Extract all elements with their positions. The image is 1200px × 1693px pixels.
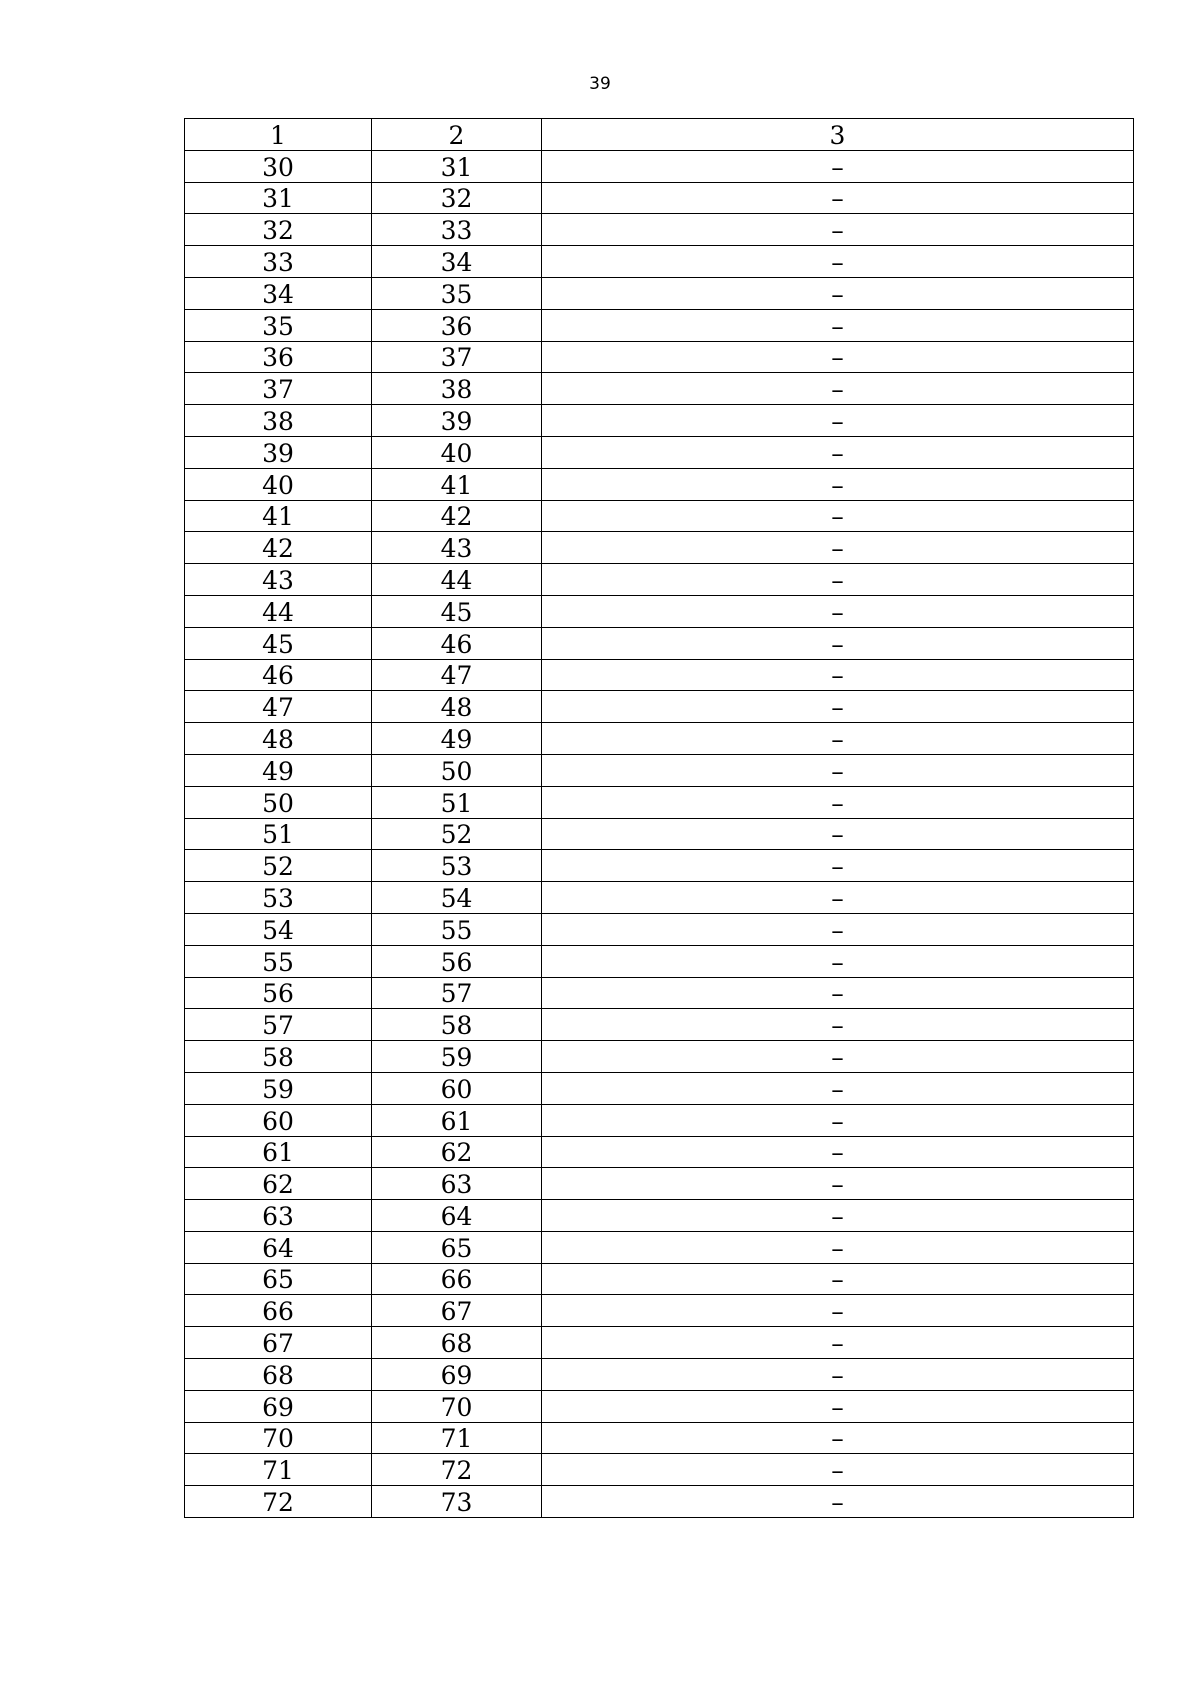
table-cell-col1: 55 [185,945,372,977]
table-cell-col2: 40 [372,436,542,468]
table-cell-col1: 48 [185,723,372,755]
table-cell-col2: 52 [372,818,542,850]
table-cell-col3: – [542,277,1134,309]
table-cell-col1: 40 [185,468,372,500]
table-cell-col1: 51 [185,818,372,850]
table-cell-col2: 63 [372,1168,542,1200]
table-row [185,150,1134,182]
table-cell-col2: 47 [372,659,542,691]
table-cell-col3: – [542,436,1134,468]
table-row [185,691,1134,723]
table-cell-col3: – [542,627,1134,659]
table-row [185,309,1134,341]
table-row [185,1422,1134,1454]
table-cell-col1: 44 [185,595,372,627]
table-row [185,1041,1134,1073]
table-cell-col3: – [542,532,1134,564]
table-cell-col2: 41 [372,468,542,500]
table-cell-col2: 36 [372,309,542,341]
table-row [185,882,1134,914]
table-cell-col1: 54 [185,913,372,945]
table-row [185,1486,1134,1518]
table-row [185,1200,1134,1232]
table-cell-col3: – [542,691,1134,723]
table-cell-col2: 45 [372,595,542,627]
table-cell-col3: – [542,1104,1134,1136]
table-cell-col1: 57 [185,1009,372,1041]
table-cell-col2: 72 [372,1454,542,1486]
table-cell-col1: 56 [185,977,372,1009]
table-row [185,405,1134,437]
table-cell-col3: – [542,786,1134,818]
table-cell-col2: 50 [372,754,542,786]
table-cell-col1: 58 [185,1041,372,1073]
table-cell-col3: – [542,723,1134,755]
table-cell-col3: – [542,373,1134,405]
table-cell-col2: 71 [372,1422,542,1454]
table-row [185,850,1134,882]
table-row [185,754,1134,786]
table-cell-col1: 49 [185,754,372,786]
table-row [185,818,1134,850]
table-cell-col2: 68 [372,1327,542,1359]
table-cell-col1: 60 [185,1104,372,1136]
table-row [185,182,1134,214]
table-cell-col1: 70 [185,1422,372,1454]
table-row [185,277,1134,309]
table-row [185,500,1134,532]
table-cell-col1: 62 [185,1168,372,1200]
table-row [185,532,1134,564]
table-row [185,214,1134,246]
table-cell-col1: 37 [185,373,372,405]
table-row [185,1168,1134,1200]
table-cell-col3: – [542,1041,1134,1073]
table-cell-col1: 41 [185,500,372,532]
table-cell-col2: 38 [372,373,542,405]
table-row [185,723,1134,755]
table-cell-col2: 56 [372,945,542,977]
table-cell-col2: 49 [372,723,542,755]
table-cell-col1: 39 [185,436,372,468]
table-cell-col2: 59 [372,1041,542,1073]
table-cell-col1: 43 [185,564,372,596]
table-cell-col3: – [542,150,1134,182]
table-cell-col3: – [542,1168,1134,1200]
table-cell-col3: – [542,977,1134,1009]
table-cell-col1: 36 [185,341,372,373]
table-row [185,1295,1134,1327]
table-cell-col3: – [542,1390,1134,1422]
table-cell-col1: 66 [185,1295,372,1327]
table-row [185,595,1134,627]
table-cell-col2: 66 [372,1263,542,1295]
table-row [185,627,1134,659]
table-row [185,1009,1134,1041]
table-cell-col1: 31 [185,182,372,214]
table-cell-col2: 37 [372,341,542,373]
page-number: 39 [589,74,611,94]
table-cell-col3: – [542,1200,1134,1232]
table-cell-col2: 51 [372,786,542,818]
table-cell-col1: 71 [185,1454,372,1486]
table-cell-col1: 69 [185,1390,372,1422]
table-cell-col1: 72 [185,1486,372,1518]
table-cell-col1: 38 [185,405,372,437]
table-cell-col1: 47 [185,691,372,723]
table-cell-col1: 65 [185,1263,372,1295]
table-row [185,468,1134,500]
table-cell-col3: – [542,246,1134,278]
table-cell-col2: 31 [372,150,542,182]
table-cell-col3: – [542,1327,1134,1359]
table-cell-col3: – [542,659,1134,691]
table-cell-col2: 39 [372,405,542,437]
table-cell-col3: – [542,595,1134,627]
table-cell-col1: 45 [185,627,372,659]
table-cell-col3: – [542,1231,1134,1263]
table-row [185,436,1134,468]
table-cell-col3: – [542,1295,1134,1327]
table-cell-col3: – [542,1454,1134,1486]
table-row [185,564,1134,596]
table-cell-col2: 34 [372,246,542,278]
table-row [185,1327,1134,1359]
table-cell-col1: 30 [185,150,372,182]
table-row [185,1359,1134,1391]
table-cell-col1: 50 [185,786,372,818]
table-cell-col3: – [542,182,1134,214]
table-row [185,977,1134,1009]
table-cell-col1: 35 [185,309,372,341]
table-cell-col3: – [542,1486,1134,1518]
table-cell-col1: 68 [185,1359,372,1391]
table-cell-col3: – [542,945,1134,977]
table-cell-col2: 73 [372,1486,542,1518]
table-row [185,786,1134,818]
table-cell-col2: 64 [372,1200,542,1232]
table-row [185,1072,1134,1104]
table-cell-col3: – [542,468,1134,500]
table-cell-col2: 46 [372,627,542,659]
table-body [185,119,1134,1518]
table-cell-col2: 58 [372,1009,542,1041]
table-row [185,659,1134,691]
table-cell-col3: – [542,882,1134,914]
table-cell-col3: – [542,564,1134,596]
table-cell-col3: – [542,1072,1134,1104]
table-cell-col2: 69 [372,1359,542,1391]
table-cell-col1: 52 [185,850,372,882]
table-cell-col1: 46 [185,659,372,691]
table-cell-col3: – [542,818,1134,850]
table-row [185,1263,1134,1295]
table-cell-col2: 55 [372,913,542,945]
data-table [184,118,1134,1518]
table-cell-col2: 48 [372,691,542,723]
table-cell-col3: – [542,850,1134,882]
table-cell-col3: – [542,405,1134,437]
table-cell-col3: – [542,309,1134,341]
table-cell-col1: 64 [185,1231,372,1263]
table-cell-col3: – [542,500,1134,532]
table-row [185,945,1134,977]
table-row [185,1231,1134,1263]
table-cell-col3: – [542,1009,1134,1041]
table-cell-col2: 33 [372,214,542,246]
table-cell-col2: 57 [372,977,542,1009]
column-header-2: 2 [372,119,542,151]
table-row [185,341,1134,373]
table-cell-col2: 62 [372,1136,542,1168]
table-cell-col3: – [542,1422,1134,1454]
table-row [185,913,1134,945]
table-cell-col2: 43 [372,532,542,564]
table-cell-col3: – [542,1359,1134,1391]
table-row [185,1104,1134,1136]
table-cell-col1: 32 [185,214,372,246]
table-cell-col1: 42 [185,532,372,564]
table-row [185,1390,1134,1422]
table-cell-col2: 44 [372,564,542,596]
table-cell-col3: – [542,1263,1134,1295]
table-cell-col2: 35 [372,277,542,309]
table-cell-col1: 63 [185,1200,372,1232]
table-cell-col2: 61 [372,1104,542,1136]
table-cell-col1: 34 [185,277,372,309]
table-cell-col3: – [542,1136,1134,1168]
table-cell-col2: 70 [372,1390,542,1422]
table-cell-col2: 54 [372,882,542,914]
table-cell-col3: – [542,913,1134,945]
table-cell-col3: – [542,214,1134,246]
table-cell-col2: 65 [372,1231,542,1263]
table-row [185,1136,1134,1168]
table-cell-col1: 61 [185,1136,372,1168]
table-cell-col1: 67 [185,1327,372,1359]
table-cell-col2: 67 [372,1295,542,1327]
table-cell-col1: 59 [185,1072,372,1104]
column-header-3: 3 [542,119,1134,151]
table-cell-col1: 53 [185,882,372,914]
table-row [185,1454,1134,1486]
table-row [185,246,1134,278]
table-cell-col3: – [542,341,1134,373]
table-cell-col2: 42 [372,500,542,532]
table-cell-col2: 53 [372,850,542,882]
table-cell-col3: – [542,754,1134,786]
table-row [185,373,1134,405]
column-header-1: 1 [185,119,372,151]
table-cell-col2: 32 [372,182,542,214]
table-cell-col1: 33 [185,246,372,278]
table-cell-col2: 60 [372,1072,542,1104]
table-header-row [185,119,1134,151]
